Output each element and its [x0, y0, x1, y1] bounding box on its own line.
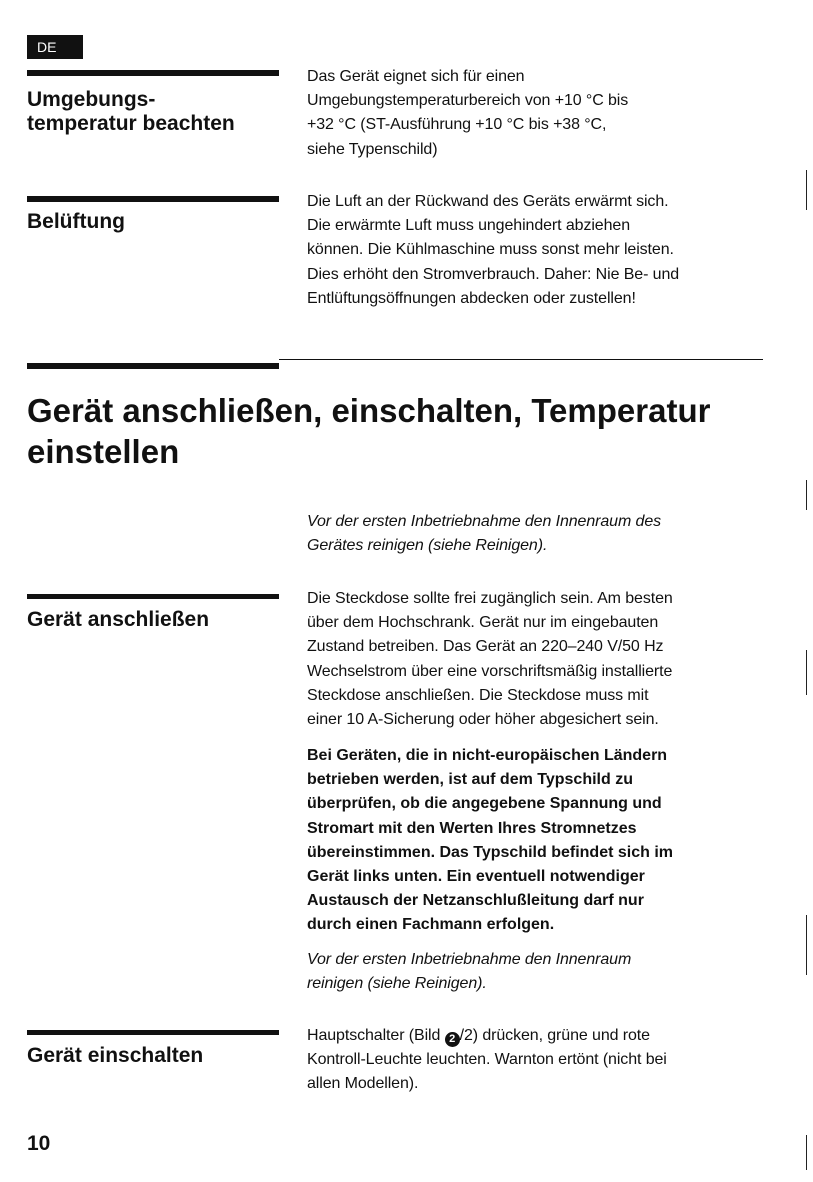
text-line: siehe Typenschild)	[307, 140, 438, 158]
page-number: 10	[27, 1132, 51, 1155]
scan-mark	[806, 480, 807, 510]
text-line: können. Die Kühlmaschine muss sonst mehr leisten.	[307, 241, 674, 259]
text-line: Die Steckdose sollte frei zugänglich sein. Am besten	[307, 590, 673, 607]
main-title	[27, 390, 787, 472]
text-line: überprüfen, ob die angegebene Spannung und	[307, 795, 662, 813]
text-line: Bei Geräten, die in nicht-europäischen Ländern	[307, 747, 668, 764]
intro-paragraph	[307, 510, 762, 558]
heading-ventilation: Belüftung	[27, 210, 125, 233]
text-line: Vor der ersten Inbetriebnahme den Innenraum	[307, 951, 632, 968]
text-line: Umgebungstemperaturbereich von +10 °C bis	[307, 92, 629, 110]
heading-switch-on: Gerät einschalten	[27, 1044, 204, 1067]
ventilation-paragraph	[307, 190, 762, 311]
text-line: übereinstimmen. Das Typschild befindet sich im	[307, 843, 674, 861]
text-line: reinigen (siehe Reinigen).	[307, 975, 487, 993]
text-line: Dies erhöht den Stromverbrauch. Daher: Nie Be- und	[307, 265, 680, 283]
connect-paragraph	[307, 587, 762, 732]
scan-mark	[806, 915, 807, 975]
ambient-paragraph	[307, 65, 762, 162]
text-line: +32 °C (ST-Ausführung +10 °C bis +38 °C,	[307, 116, 607, 134]
scan-mark	[806, 1135, 807, 1170]
switch-on-paragraph	[307, 1024, 762, 1097]
section-rule-main	[279, 359, 763, 360]
scan-mark	[806, 170, 807, 210]
connect-after-paragraph	[307, 948, 762, 996]
figure-number-badge: 2	[445, 1032, 460, 1047]
text-line: Gerätes reinigen (siehe Reinigen).	[307, 537, 548, 555]
text-line: betrieben werden, ist auf dem Typschild zu	[307, 771, 633, 789]
language-badge: DE	[27, 35, 83, 59]
text-line: Das Gerät eignet sich für einen	[307, 68, 525, 85]
scan-mark	[806, 650, 807, 695]
text-fragment: /2) drücken, grüne und rote	[459, 1027, 650, 1044]
text-line: Entlüftungsöffnungen abdecken oder zustellen!	[307, 289, 636, 307]
title-line: einstellen	[27, 433, 180, 470]
heading-line: Umgebungs-	[27, 88, 156, 111]
text-line: durch einen Fachmann erfolgen.	[307, 916, 555, 934]
text-line: Vor der ersten Inbetriebnahme den Innenraum des	[307, 513, 662, 530]
text-line: allen Modellen).	[307, 1075, 419, 1093]
title-line: Gerät anschließen, einschalten, Temperatur	[27, 392, 711, 429]
text-line	[307, 1024, 762, 1048]
heading-connect: Gerät anschließen	[27, 608, 210, 631]
text-line: Gerät links unten. Ein eventuell notwendiger	[307, 868, 645, 886]
text-line: Die erwärmte Luft muss ungehindert abziehen	[307, 217, 630, 235]
text-line: Austausch der Netzanschlußleitung darf nur	[307, 892, 644, 910]
heading-line: temperatur beachten	[27, 112, 235, 135]
heading-ambient-temperature	[27, 88, 235, 136]
section-bar-ventilation	[27, 196, 279, 202]
text-line: über dem Hochschrank. Gerät nur im eingebauten	[307, 614, 659, 632]
text-fragment: Hauptschalter (Bild	[307, 1027, 445, 1044]
text-line: Stromart mit den Werten Ihres Stromnetzes	[307, 819, 637, 837]
connect-warning-paragraph	[307, 744, 762, 938]
text-line: Steckdose anschließen. Die Steckdose muss mit	[307, 686, 649, 704]
text-line: Wechselstrom über eine vorschriftsmäßig installierte	[307, 662, 673, 680]
section-bar-connect	[27, 594, 279, 599]
text-line: Die Luft an der Rückwand des Geräts erwärmt sich.	[307, 193, 669, 210]
section-bar-main	[27, 363, 279, 369]
section-bar-switch-on	[27, 1030, 279, 1035]
text-line: einer 10 A-Sicherung oder höher abgesichert sein.	[307, 711, 659, 729]
text-line: Kontroll-Leuchte leuchten. Warnton ertönt (nicht bei	[307, 1051, 667, 1069]
section-bar-ambient	[27, 70, 279, 76]
text-line: Zustand betreiben. Das Gerät an 220–240 V/50 Hz	[307, 638, 664, 656]
